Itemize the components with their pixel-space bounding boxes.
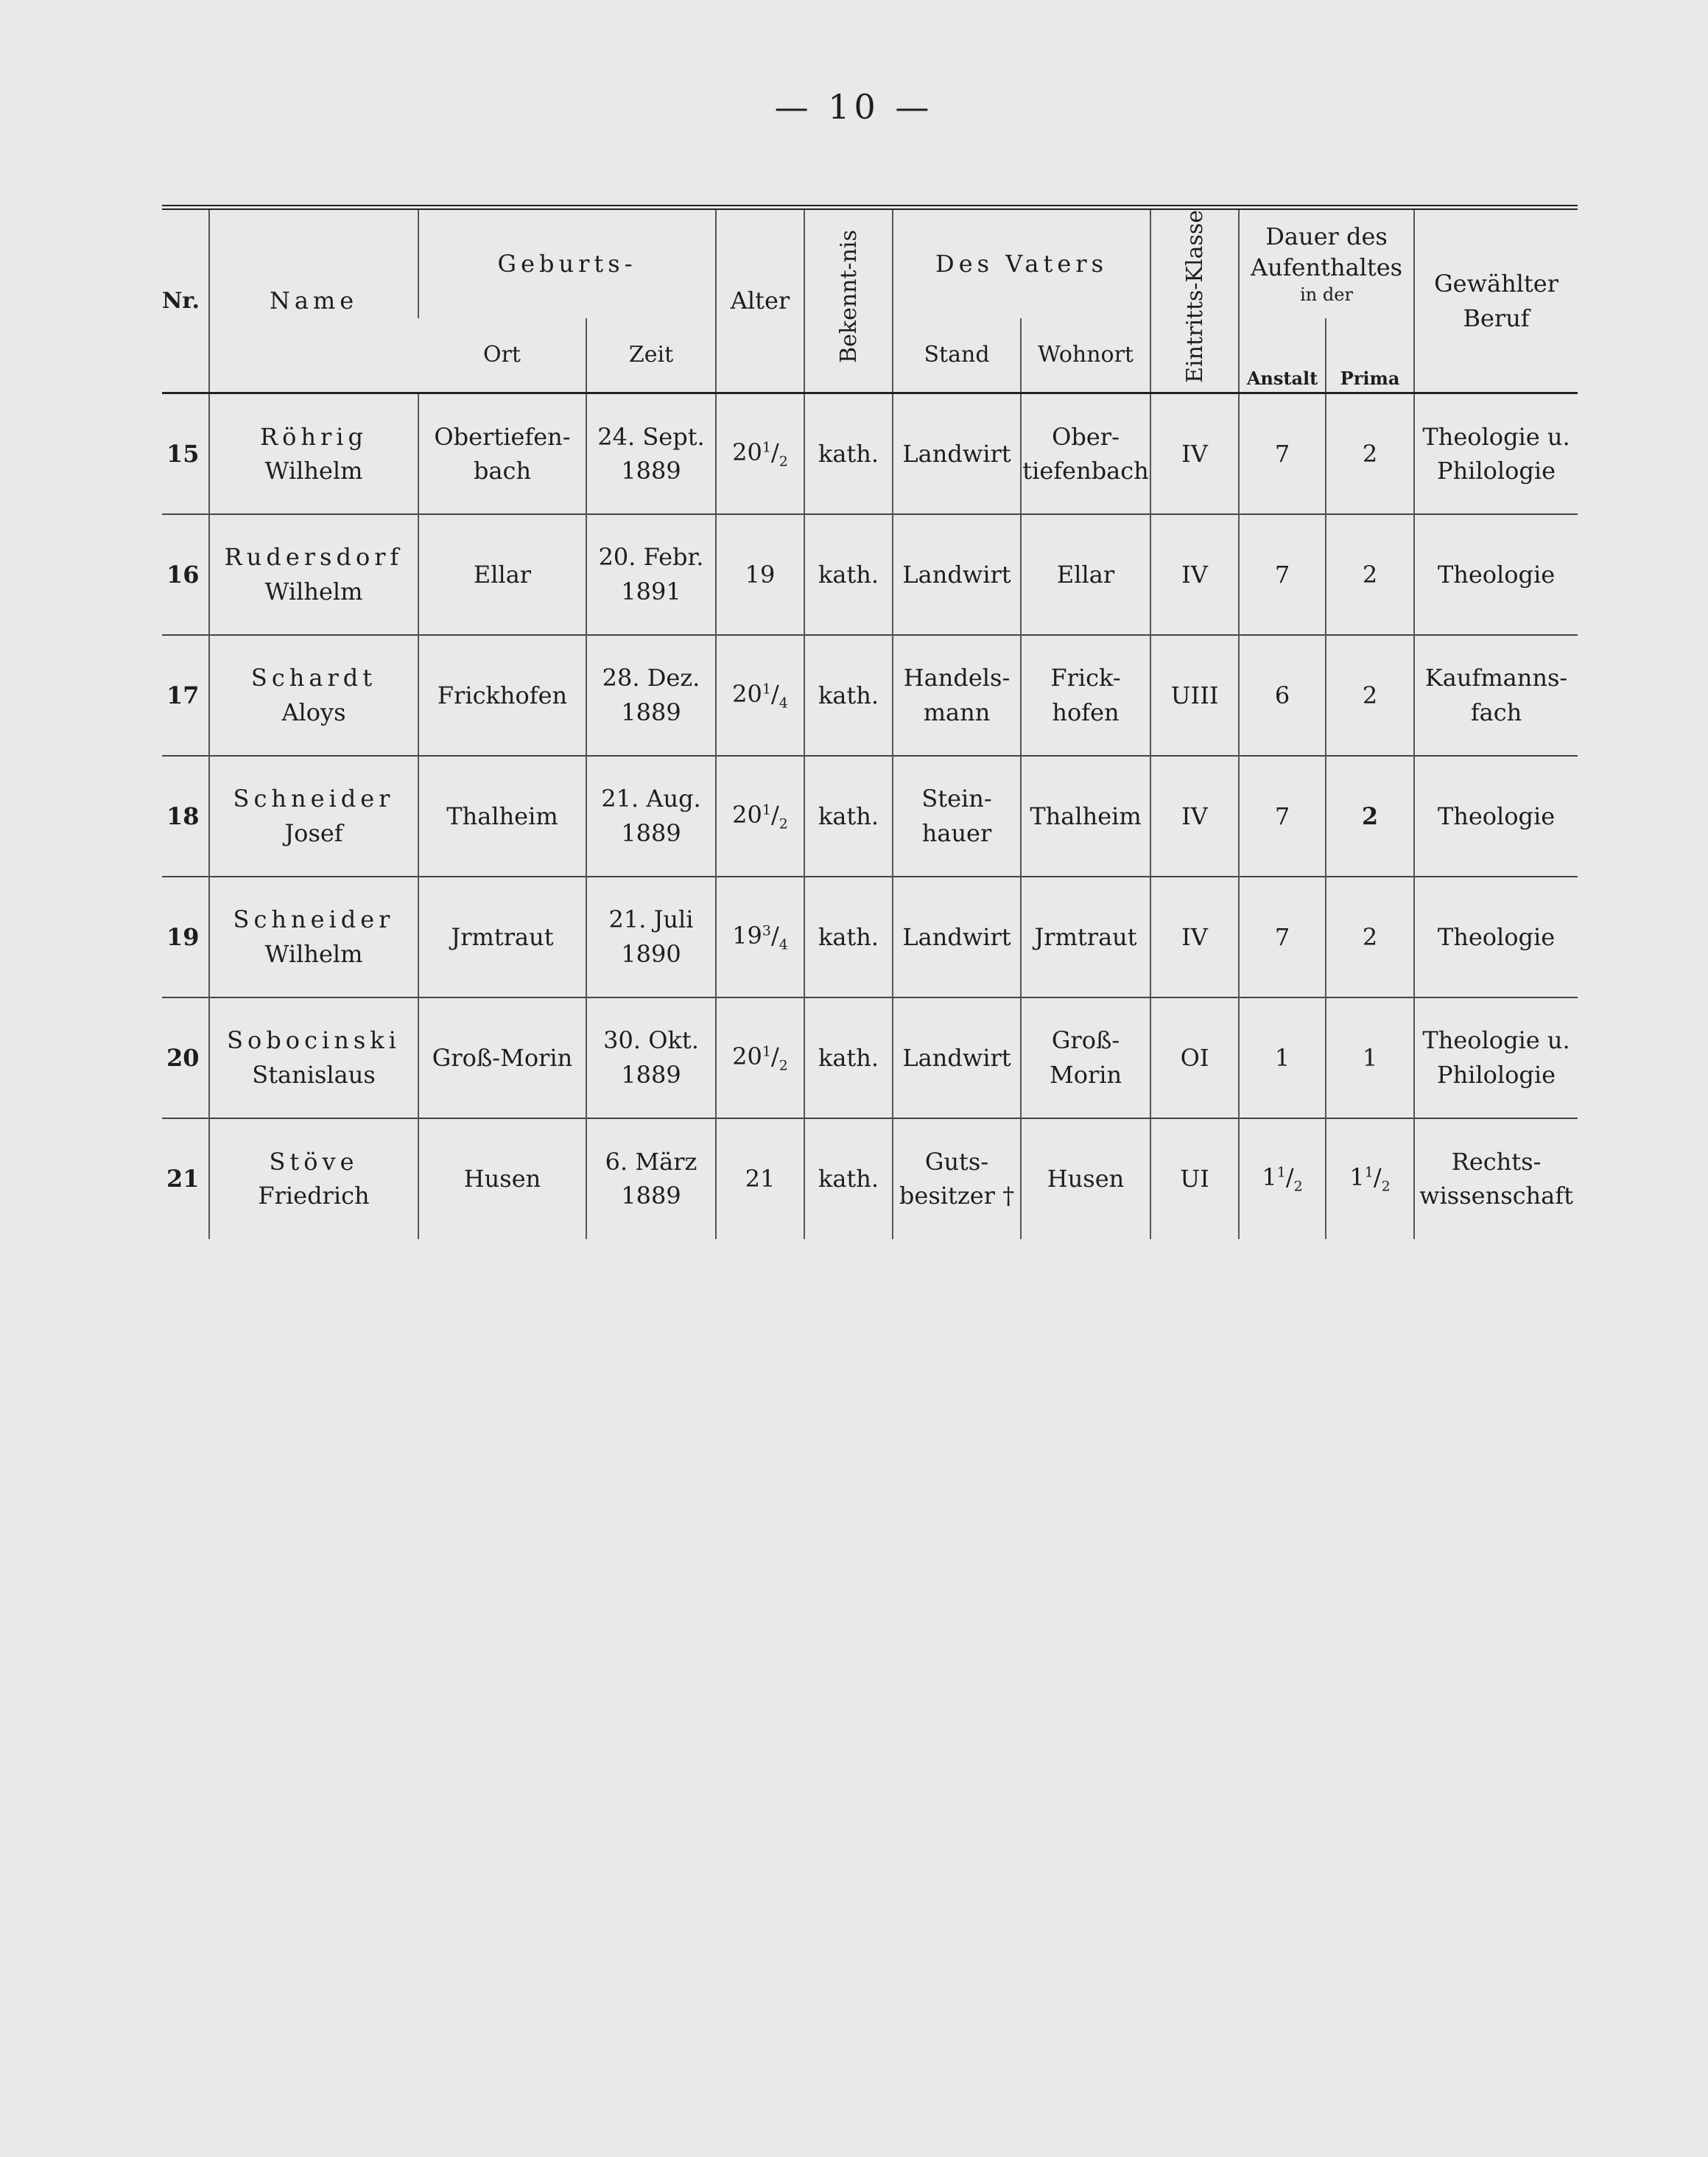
- row-wohnort: [1021, 635, 1150, 756]
- row-wohnort-line-2: Morin: [1049, 1060, 1122, 1089]
- student-table: [162, 205, 1578, 1239]
- row-given-name: Wilhelm: [264, 939, 363, 968]
- row-name: [209, 635, 418, 756]
- row-beruf-line-2: Philologie: [1437, 1060, 1556, 1089]
- alter-whole: 20: [732, 800, 762, 829]
- header-alter: Alter: [716, 208, 804, 393]
- row-beruf: Theologie: [1414, 514, 1578, 635]
- row-alter: 21: [716, 1118, 804, 1239]
- alter-denominator: 2: [779, 453, 788, 470]
- row-beruf-line-1: Kaufmanns-: [1424, 664, 1568, 692]
- header-beruf: [1414, 208, 1578, 393]
- row-zeit: [586, 514, 716, 635]
- alter-whole: 20: [732, 1042, 762, 1070]
- row-stand: Landwirt: [893, 997, 1021, 1118]
- row-ort: Husen: [418, 1118, 586, 1239]
- page-number: — 10 —: [774, 87, 934, 127]
- row-wohnort-line-1: Groß-: [1051, 1026, 1120, 1055]
- row-zeit: [586, 756, 716, 877]
- alter-numerator: 1: [762, 439, 771, 456]
- row-surname: Röhrig: [260, 422, 368, 451]
- row-stand-line-1: Guts-: [924, 1147, 989, 1176]
- row-bekenntnis: kath.: [804, 1118, 893, 1239]
- row-wohnort-line-1: Ober-: [1052, 422, 1120, 451]
- row-zeit-line-2: 1889: [621, 818, 681, 847]
- row-stand-line-2: mann: [923, 698, 991, 726]
- row-beruf: [1414, 393, 1578, 514]
- alter-numerator: 1: [762, 681, 771, 698]
- dauer-line-1: Dauer des: [1265, 222, 1388, 251]
- row-ort-line-1: Ellar: [473, 560, 532, 589]
- row-zeit-line-2: 1889: [621, 457, 681, 485]
- row-nr: 15: [166, 439, 200, 468]
- anstalt-numerator: 1: [1276, 1164, 1286, 1181]
- row-prima: 2: [1326, 877, 1414, 997]
- row-klasse: OI: [1150, 997, 1239, 1118]
- table-row: [162, 877, 1578, 997]
- header-wohnort: Wohnort: [1021, 318, 1150, 393]
- dauer-line-3: in der: [1300, 284, 1353, 305]
- table-row: [162, 997, 1578, 1118]
- row-anstalt: 7: [1239, 514, 1326, 635]
- row-klasse: IV: [1150, 877, 1239, 997]
- row-anstalt: 7: [1239, 756, 1326, 877]
- row-zeit-line-1: 6. März: [605, 1147, 697, 1176]
- beruf-line-1: Gewählter: [1434, 270, 1558, 298]
- row-stand-line-1: Landwirt: [902, 439, 1011, 468]
- row-surname: Sobocinski: [227, 1026, 401, 1055]
- row-stand: Landwirt: [893, 877, 1021, 997]
- row-beruf-line-1: Theologie u.: [1422, 422, 1570, 451]
- alter-numerator: 1: [762, 1043, 771, 1060]
- table-header: [162, 208, 1578, 393]
- row-bekenntnis: kath.: [804, 393, 893, 514]
- anstalt-whole: 1: [1262, 1163, 1277, 1192]
- header-eintritts-klasse: [1150, 208, 1239, 393]
- row-alter: $20^1/_2$: [716, 393, 804, 514]
- row-wohnort: Ellar: [1021, 514, 1150, 635]
- row-nr: 20: [162, 997, 209, 1118]
- row-given-name: Aloys: [281, 698, 346, 726]
- header-prima: Prima: [1326, 318, 1414, 393]
- row-anstalt: 6: [1239, 635, 1326, 756]
- row-zeit-line-1: 21. Aug.: [601, 785, 701, 813]
- alter-denominator: 2: [779, 816, 788, 832]
- row-nr: 18: [162, 756, 209, 877]
- row-zeit-line-2: 1890: [621, 939, 681, 968]
- row-wohnort: Thalheim: [1021, 756, 1150, 877]
- bekenntnis-label: Bekennt-nis: [835, 230, 862, 363]
- student-table-wrapper: [162, 205, 1578, 1239]
- table-body: [162, 393, 1578, 1239]
- alter-denominator: 4: [779, 695, 788, 712]
- row-zeit-line-1: 28. Dez.: [602, 664, 700, 692]
- row-bekenntnis: kath.: [804, 997, 893, 1118]
- row-anstalt: 1: [1239, 997, 1326, 1118]
- row-prima: 2: [1326, 756, 1414, 877]
- row-wohnort: Husen: [1021, 1118, 1150, 1239]
- row-klasse: IV: [1150, 756, 1239, 877]
- row-given-name: Josef: [284, 818, 343, 847]
- row-bekenntnis: kath.: [804, 756, 893, 877]
- row-beruf-line-1: Rechts-: [1451, 1147, 1542, 1176]
- row-stand: [893, 635, 1021, 756]
- row-zeit-line-2: 1891: [621, 577, 681, 606]
- beruf-line-2: Beruf: [1463, 304, 1530, 332]
- row-stand-line-1: Stein-: [921, 785, 992, 813]
- row-nr: 19: [162, 877, 209, 997]
- header-ort: Ort: [483, 342, 521, 368]
- row-wohnort: [1021, 393, 1150, 514]
- header-zeit: Zeit: [586, 318, 716, 393]
- alter-whole: 20: [732, 438, 762, 467]
- header-name: Name: [209, 208, 418, 393]
- row-stand-line-1: Handels-: [903, 664, 1011, 692]
- row-nr: 16: [162, 514, 209, 635]
- row-alter: 19: [716, 514, 804, 635]
- row-klasse: IV: [1150, 393, 1239, 514]
- row-bekenntnis: kath.: [804, 635, 893, 756]
- row-klasse: UIII: [1150, 635, 1239, 756]
- header-nr: Nr.: [162, 287, 200, 314]
- row-stand: [893, 1118, 1021, 1239]
- alter-denominator: 4: [779, 936, 788, 953]
- row-zeit-line-1: 21. Juli: [608, 905, 694, 934]
- row-alter: $20^1/_4$: [716, 635, 804, 756]
- row-zeit: [586, 997, 716, 1118]
- row-beruf: [1414, 635, 1578, 756]
- anstalt-denominator: 2: [1293, 1178, 1303, 1195]
- row-beruf-line-1: Theologie u.: [1422, 1026, 1570, 1055]
- row-stand-line-2: hauer: [921, 818, 992, 847]
- row-alter: $20^1/_2$: [716, 997, 804, 1118]
- row-ort: Groß-Morin: [418, 997, 586, 1118]
- row-ort-line-1: Obertiefen-: [434, 422, 571, 451]
- row-ort: [418, 393, 586, 514]
- row-wohnort-line-2: tiefenbach: [1022, 457, 1149, 485]
- row-zeit-line-1: 30. Okt.: [603, 1026, 699, 1055]
- row-wohnort: [1021, 997, 1150, 1118]
- row-prima: 1: [1326, 997, 1414, 1118]
- row-zeit-line-2: 1889: [621, 1060, 681, 1089]
- row-nr: 17: [162, 635, 209, 756]
- header-stand: Stand: [893, 318, 1021, 393]
- row-zeit-line-2: 1889: [621, 698, 681, 726]
- row-beruf: Theologie: [1414, 756, 1578, 877]
- row-prima: $1^1/_2$: [1326, 1118, 1414, 1239]
- row-stand: Landwirt: [893, 514, 1021, 635]
- row-klasse: UI: [1150, 1118, 1239, 1239]
- row-stand: [893, 393, 1021, 514]
- row-zeit: [586, 1118, 716, 1239]
- row-surname: Schneider: [233, 905, 395, 934]
- row-wohnort: Jrmtraut: [1021, 877, 1150, 997]
- row-wohnort-line-2: hofen: [1052, 698, 1120, 726]
- table-row: [162, 635, 1578, 756]
- row-name: [209, 393, 418, 514]
- row-ort: Frickhofen: [418, 635, 586, 756]
- alter-numerator: 3: [762, 922, 771, 939]
- row-prima: 2: [1326, 393, 1414, 514]
- header-bekenntnis: [804, 208, 893, 393]
- row-wohnort-line-1: Frick-: [1050, 664, 1121, 692]
- row-anstalt: $1^1/_2$: [1239, 1118, 1326, 1239]
- row-zeit-line-1: 20. Febr.: [598, 543, 704, 572]
- row-bekenntnis: kath.: [804, 514, 893, 635]
- row-given-name: Stanislaus: [252, 1060, 376, 1089]
- table-row: [162, 756, 1578, 877]
- row-beruf: Theologie: [1414, 877, 1578, 997]
- prima-denominator: 2: [1381, 1178, 1391, 1195]
- row-zeit: [586, 393, 716, 514]
- row-bekenntnis: kath.: [804, 877, 893, 997]
- row-zeit: [586, 635, 716, 756]
- header-dauer: [1239, 208, 1414, 319]
- row-ort-line-2: bach: [473, 457, 532, 485]
- row-given-name: Wilhelm: [264, 577, 363, 606]
- row-anstalt: 7: [1239, 393, 1326, 514]
- row-zeit-line-2: 1889: [621, 1182, 681, 1210]
- row-prima: 2: [1326, 635, 1414, 756]
- row-nr: 21: [162, 1118, 209, 1239]
- row-surname: Schardt: [250, 664, 377, 692]
- row-surname: Stöve: [269, 1147, 359, 1176]
- eintritts-klasse-label: Eintritts-Klasse: [1181, 210, 1208, 383]
- row-ort: Jrmtraut: [418, 877, 586, 997]
- row-surname: Rudersdorf: [224, 543, 404, 572]
- prima-numerator: 1: [1364, 1164, 1374, 1181]
- row-alter: $20^1/_2$: [716, 756, 804, 877]
- row-stand: [893, 756, 1021, 877]
- row-beruf-line-2: wissenschaft: [1419, 1182, 1573, 1210]
- row-name: [209, 756, 418, 877]
- row-ort: [418, 514, 586, 635]
- alter-whole: 19: [732, 921, 762, 950]
- row-ort: Thalheim: [418, 756, 586, 877]
- header-geburts: Geburts-: [418, 208, 716, 319]
- row-zeit-line-1: 24. Sept.: [597, 422, 705, 451]
- row-stand-line-2: besitzer †: [899, 1182, 1015, 1210]
- row-name: [209, 877, 418, 997]
- prima-whole: 1: [1349, 1163, 1365, 1192]
- row-name: [209, 997, 418, 1118]
- row-name: [209, 514, 418, 635]
- row-given-name: Friedrich: [258, 1182, 370, 1210]
- table-row: [162, 1118, 1578, 1239]
- row-prima: 2: [1326, 514, 1414, 635]
- table-row: [162, 393, 1578, 514]
- table-row: [162, 514, 1578, 635]
- row-beruf: [1414, 997, 1578, 1118]
- row-beruf-line-2: Philologie: [1437, 457, 1556, 485]
- header-des-vaters: Des Vaters: [893, 208, 1150, 319]
- row-zeit: [586, 877, 716, 997]
- row-alter: $19^3/_4$: [716, 877, 804, 997]
- row-beruf: [1414, 1118, 1578, 1239]
- dauer-line-2: Aufenthaltes: [1250, 253, 1403, 281]
- row-anstalt: 7: [1239, 877, 1326, 997]
- alter-whole: 20: [732, 679, 762, 708]
- alter-numerator: 1: [762, 802, 771, 818]
- alter-denominator: 2: [779, 1057, 788, 1074]
- row-given-name: Wilhelm: [264, 457, 363, 485]
- row-name: [209, 1118, 418, 1239]
- header-anstalt: Anstalt: [1239, 318, 1326, 393]
- row-surname: Schneider: [233, 785, 395, 813]
- row-klasse: IV: [1150, 514, 1239, 635]
- row-beruf-line-2: fach: [1470, 698, 1522, 726]
